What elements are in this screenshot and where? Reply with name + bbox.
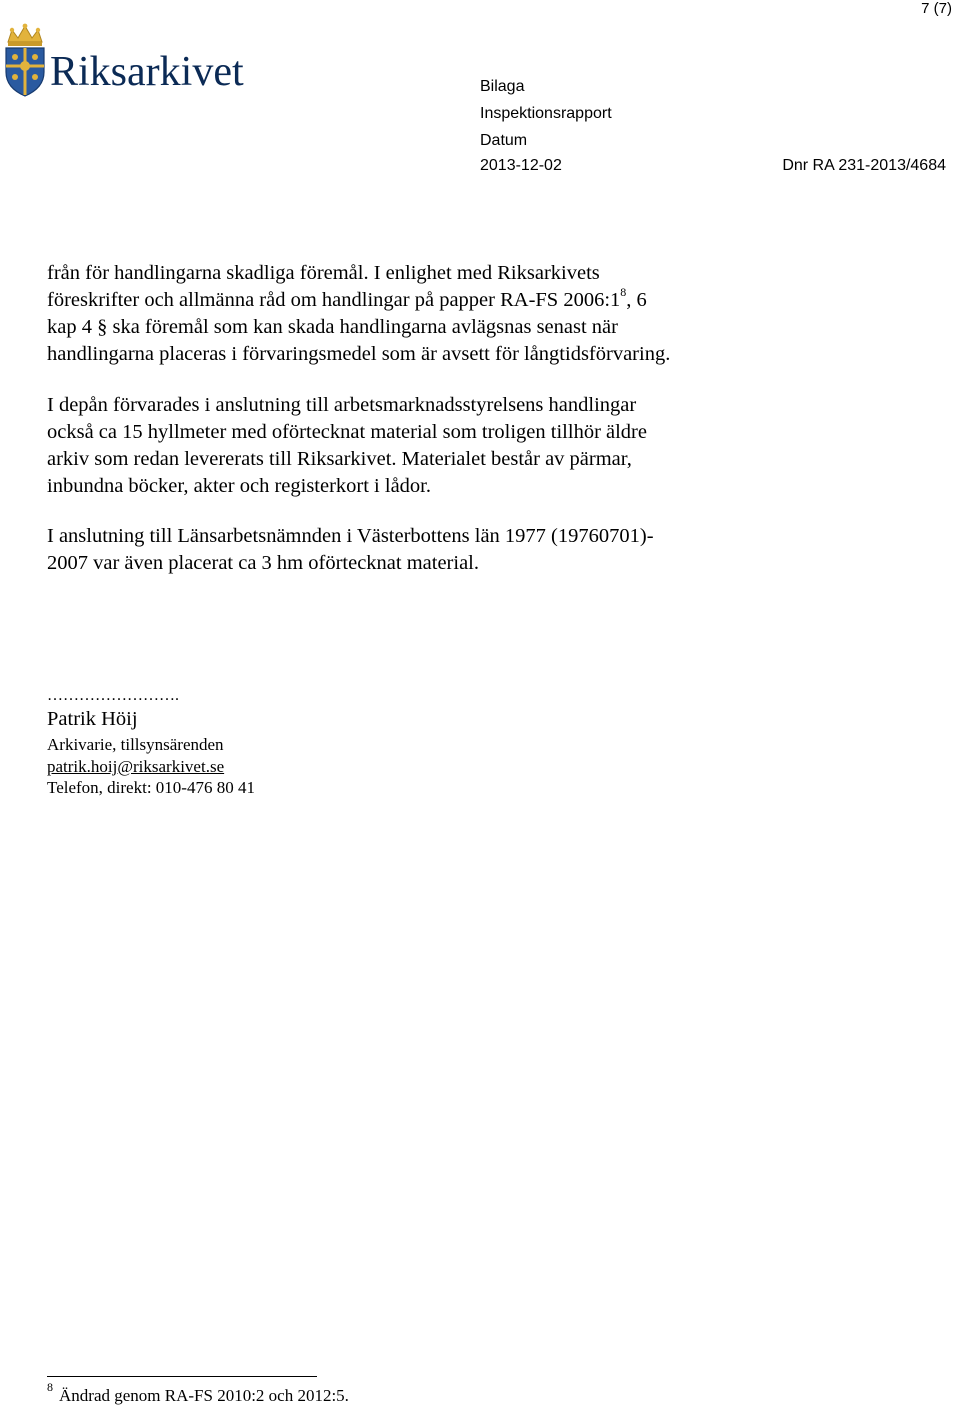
paragraph-2 — [47, 392, 747, 500]
footnote-ref: 8 — [620, 285, 627, 300]
text-line: kap 4 § ska föremål som kan skada handlingarna avlägsnas senast när — [47, 316, 618, 338]
footnote — [47, 1380, 349, 1406]
signature-dots: ……………………. — [47, 687, 179, 704]
reference-number: Dnr RA 231-2013/4684 — [782, 157, 946, 174]
paragraph-3 — [47, 523, 747, 577]
footnote-text: Ändrad genom RA-FS 2010:2 och 2012:5. — [59, 1386, 349, 1405]
crown-coat-of-arms-icon — [0, 22, 50, 100]
signer-email-link[interactable]: patrik.hoij@riksarkivet.se — [47, 757, 225, 776]
signer-phone: Telefon, direkt: 010-476 80 41 — [47, 778, 255, 797]
logo-text: Riksarkivet — [50, 49, 244, 95]
text-line: I depån förvarades i anslutning till arbetsmarknadsstyrelsens handlingar — [47, 394, 637, 416]
text-segment: , 6 — [626, 289, 647, 311]
text-line: inbundna böcker, akter och registerkort i lådor. — [47, 475, 431, 497]
bilaga-label: Bilaga — [480, 78, 525, 95]
signer-name: Patrik Höij — [47, 708, 138, 730]
text-line: 2007 var även placerat ca 3 hm oförtecknat material. — [47, 552, 480, 574]
signer-title: Arkivarie, tillsynsärenden — [47, 735, 224, 754]
text-line: från för handlingarna skadliga föremål. I enlighet med Riksarkivets — [47, 262, 600, 284]
page-number: 7 (7) — [921, 0, 952, 17]
text-line: också ca 15 hyllmeter med oförtecknat material som troligen tillhör äldre — [47, 421, 647, 443]
text-line — [47, 287, 747, 314]
footnote-number: 8 — [47, 1380, 53, 1395]
text-line: arkiv som redan levererats till Riksarkivet. Materialet består av pärmar, — [47, 448, 632, 470]
riksarkivet-logo — [0, 22, 262, 102]
footnote-divider — [47, 1376, 317, 1377]
text-line: I anslutning till Länsarbetsnämnden i Västerbottens län 1977 (19760701)- — [47, 525, 654, 547]
document-date: 2013-12-02 — [480, 157, 562, 174]
datum-label: Datum — [480, 132, 528, 149]
text-line: handlingarna placeras i förvaringsmedel som är avsett för långtidsförvaring. — [47, 343, 671, 365]
paragraph-1 — [47, 260, 747, 368]
document-type: Inspektionsrapport — [480, 105, 612, 122]
text-segment: föreskrifter och allmänna råd om handlingar på papper RA-FS 2006:1 — [47, 289, 621, 311]
